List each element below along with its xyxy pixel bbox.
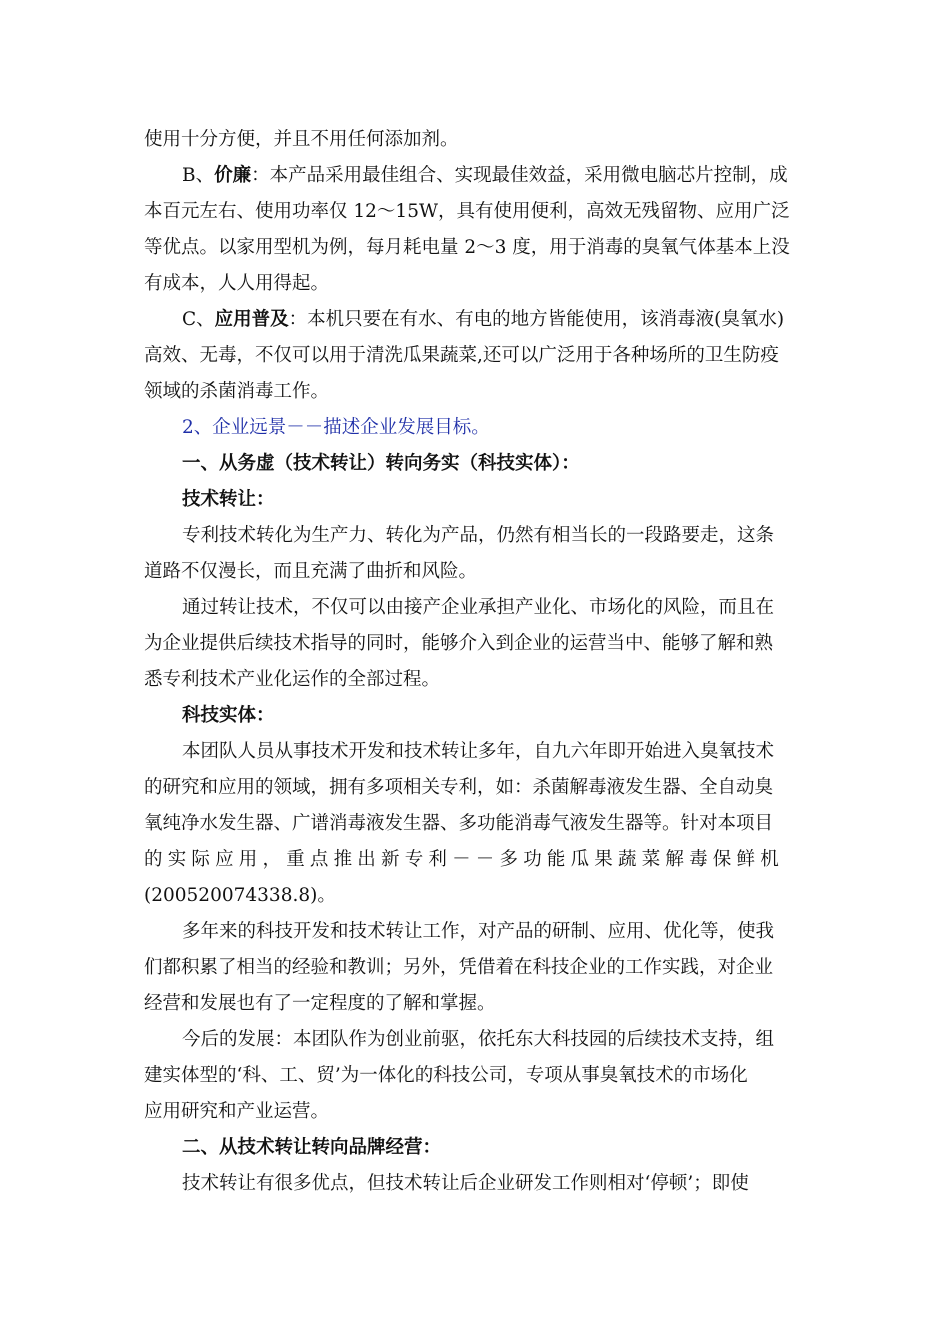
heading-one xyxy=(182,452,808,476)
body-text-line xyxy=(144,668,808,692)
text-segment: 专利技术转化为生产力、转化为产品，仍然有相当长的一段路要走，这条 xyxy=(182,525,775,546)
heading-two xyxy=(182,1136,808,1160)
body-text-line xyxy=(182,1172,808,1196)
text-segment: 领域的杀菌消毒工作。 xyxy=(144,381,330,402)
text-segment: 氧纯净水发生器、广谱消毒液发生器、多功能消毒气液发生器等。针对本项目 xyxy=(144,813,774,834)
body-text-line xyxy=(144,344,808,368)
section-heading-vision xyxy=(182,416,808,440)
subheading-tech-transfer xyxy=(182,488,808,512)
body-text-line xyxy=(144,236,808,260)
text-segment: 道路不仅漫长，而且充满了曲折和风险。 xyxy=(144,561,478,582)
text-segment: 经营和发展也有了一定程度的了解和掌握。 xyxy=(144,993,496,1014)
body-text-line xyxy=(144,200,808,224)
body-text-line xyxy=(144,128,808,152)
text-segment: ：本机只要在有水、有电的地方皆能使用，该消毒液(臭氧水) xyxy=(288,309,785,330)
text-segment: 本团队人员从事技术开发和技术转让多年，自九六年即开始进入臭氧技术 xyxy=(182,741,775,762)
text-segment: 多年来的科技开发和技术转让工作，对产品的研制、应用、优化等，使我 xyxy=(182,921,775,942)
text-segment: 使用十分方便，并且不用任何添加剂。 xyxy=(144,129,459,150)
patent-number: (200520074338.8)。 xyxy=(144,885,336,906)
body-text-line xyxy=(182,596,808,620)
subheading-tech-entity xyxy=(182,704,808,728)
body-text-line xyxy=(144,1064,808,1088)
text-segment: 科技实体： xyxy=(182,705,275,726)
text-segment: 悉专利技术产业化运作的全部过程。 xyxy=(144,669,441,690)
body-text-line xyxy=(182,524,808,548)
body-text-line xyxy=(182,920,808,944)
text-segment: 本百元左右、使用功率仅 12～15W，具有使用便利，高效无残留物、应用广泛 xyxy=(144,201,790,222)
text-segment: C、 xyxy=(182,309,215,330)
text-segment: 高效、无毒，不仅可以用于清洗瓜果蔬菜,还可以广泛用于各种场所的卫生防疫 xyxy=(144,345,779,366)
text-segment: 建实体型的‘科、工、贸’为一体化的科技公司，专项从事臭氧技术的市场化 xyxy=(144,1065,748,1086)
body-text-line xyxy=(182,164,808,188)
text-segment: 的研究和应用的领域，拥有多项相关专利，如：杀菌解毒液发生器、全自动臭 xyxy=(144,777,774,798)
bold-term: 价廉 xyxy=(214,165,252,186)
text-segment: 一、从务虚（技术转让）转向务实（科技实体）： xyxy=(182,453,580,474)
body-text-line xyxy=(182,1028,808,1052)
text-segment: 二、从技术转让转向品牌经营： xyxy=(182,1137,442,1158)
body-text-line xyxy=(144,1100,808,1124)
text-segment: 2、企业远景－－描述企业发展目标。 xyxy=(182,417,490,438)
body-text-line xyxy=(144,956,808,980)
text-segment: 等优点。以家用型机为例，每月耗电量 2～3 度，用于消毒的臭氧气体基本上没 xyxy=(144,237,790,258)
body-text-line xyxy=(144,776,808,800)
text-segment: 技术转让： xyxy=(182,489,275,510)
text-segment: 为企业提供后续技术指导的同时，能够介入到企业的运营当中、能够了解和熟 xyxy=(144,633,774,654)
text-segment: 通过转让技术，不仅可以由接产企业承担产业化、市场化的风险，而且在 xyxy=(182,597,775,618)
body-text-line xyxy=(182,308,808,332)
bold-term: 应用普及 xyxy=(214,309,289,330)
body-text-line xyxy=(144,272,808,296)
text-segment: 的实际应用，重点推出新专利－－多功能瓜果蔬菜解毒保鲜机 xyxy=(144,849,784,870)
body-text-line xyxy=(144,884,808,908)
body-text-line xyxy=(144,848,808,872)
text-segment: 有成本，人人用得起。 xyxy=(144,273,330,294)
text-segment: 技术转让有很多优点，但技术转让后企业研发工作则相对‘停顿’；即使 xyxy=(182,1173,749,1194)
text-segment: 应用研究和产业运营。 xyxy=(144,1101,330,1122)
text-segment: 们都积累了相当的经验和教训；另外，凭借着在科技企业的工作实践，对企业 xyxy=(144,957,774,978)
body-text-line xyxy=(182,740,808,764)
text-segment: ：本产品采用最佳组合、实现最佳效益，采用微电脑芯片控制，成 xyxy=(251,165,788,186)
text-segment: 今后的发展：本团队作为创业前驱，依托东大科技园的后续技术支持，组 xyxy=(182,1029,775,1050)
body-text-line xyxy=(144,380,808,404)
body-text-line xyxy=(144,812,808,836)
text-segment: B、 xyxy=(182,165,215,186)
body-text-line xyxy=(144,992,808,1016)
body-text-line xyxy=(144,632,808,656)
body-text-line xyxy=(144,560,808,584)
